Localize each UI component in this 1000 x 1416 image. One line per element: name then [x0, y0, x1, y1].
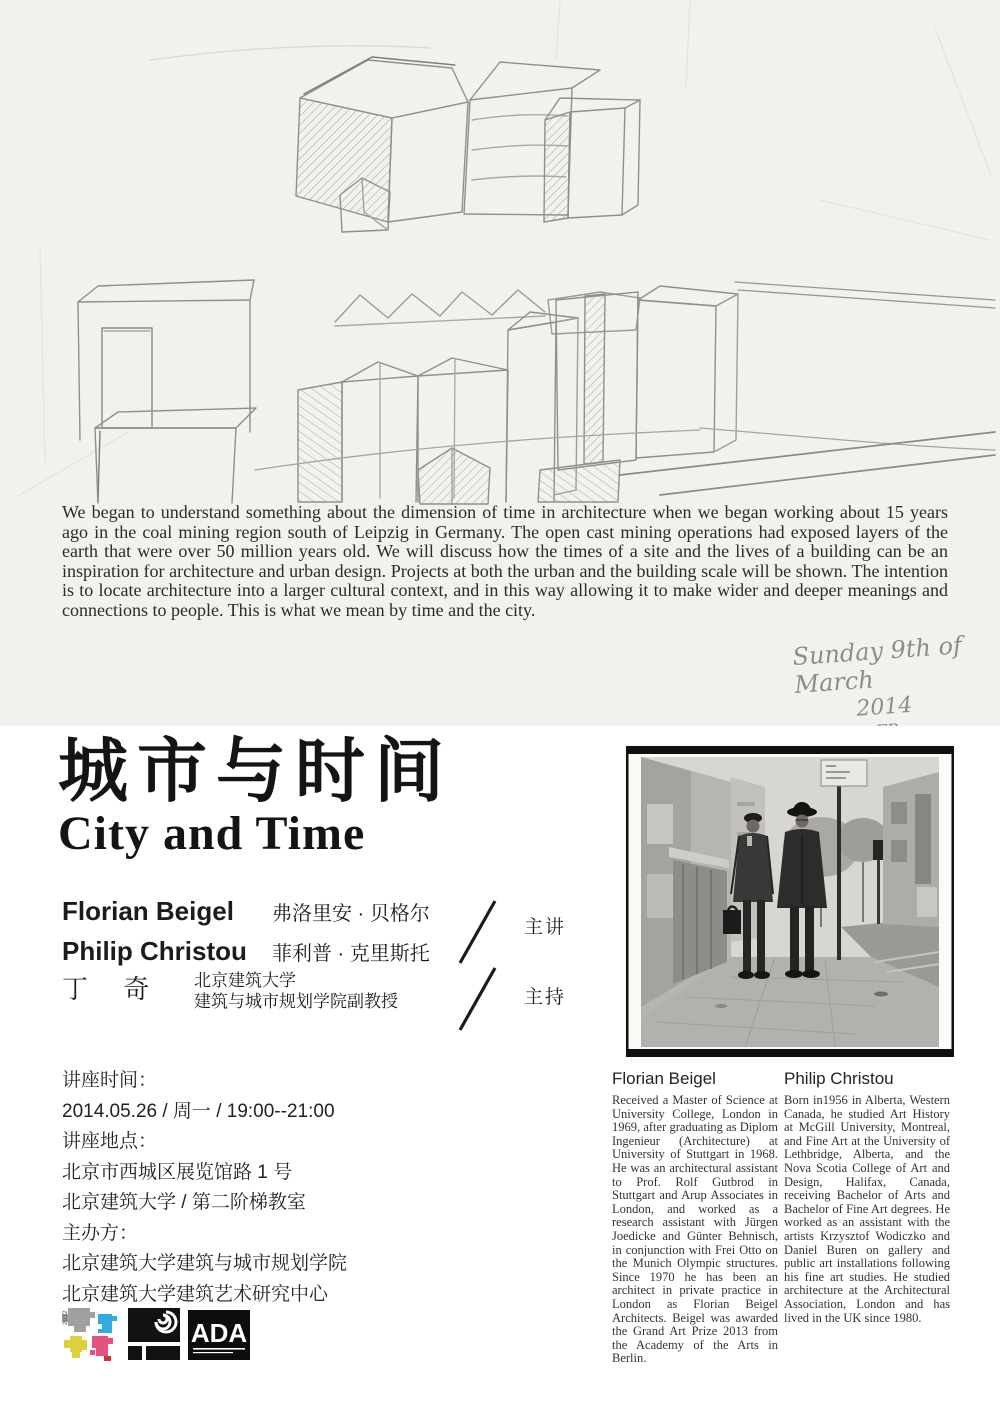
note-line-1: Sunday 9th of March: [791, 631, 963, 699]
speaker-name-philip-cn: 菲利普 · 克里斯托: [272, 943, 430, 965]
bio-philip: Born in1956 in Alberta, Western Canada, he studied Art History at McGill University, Montreal, and Fine Art at the University of Lethbridge, Alberta, and the Nova Scotia College of Art and Design, Halifax, Canada, receiving Bachelor of Arts and Bachelor of Fine Art degrees. He worked as an assistant with the artists Krzysztof Wodiczko and Daniel Buren on gallery and public art installations following his fine art studies. He studied architecture at the Architectural Association, London and has lived in the UK since 1980.: [784, 1093, 950, 1325]
role-moderator: 主持: [524, 987, 567, 1008]
detail-time-label: 讲座时间：: [62, 1070, 158, 1091]
moderator-affiliation-line2: 建筑与城市规划学院副教授: [194, 992, 398, 1011]
anniversary-logo: [62, 1308, 117, 1361]
bio-florian: Received a Master of Science at University College, London in 1969, after graduating as Diplom Ingenieur (Architecture) at University of Stuttgart in 1968. He was an architectural assistant to Prof. Rolf Gutbrod in Stuttgart and Arup Associates in London, and worked as a research assistant with Jürgen Joedicke and Günter Behnisch, in conjunction with Frei Otto on the Munich Olympic structures. Since 1970 he has been an architect in private practice in London as Florian Beigel Architects. Beigel was awarded the Grand Art Prize 2013 from the Academy of the Arts in Berlin.: [612, 1093, 778, 1366]
paper-creases: [18, 0, 992, 496]
moderator-affiliation: [194, 970, 398, 1012]
lecture-details: [62, 1066, 347, 1310]
detail-time-value: 2014.05.26 / 周一 / 19:00--21:00: [62, 1100, 335, 1122]
note-line-2: 2014: [855, 692, 914, 722]
sketch-buildings: [78, 57, 738, 504]
spiral-logo: [128, 1308, 180, 1360]
anniversary-year-label: 2012: [62, 1310, 69, 1325]
detail-venue-label: 讲座地点：: [62, 1131, 158, 1152]
detail-venue-line1: 北京市西城区展览馆路 1 号: [62, 1161, 293, 1183]
info-section: [0, 726, 1000, 1416]
speakers-photo: [625, 744, 955, 1062]
detail-venue-line2: 北京建筑大学 / 第二阶梯教室: [62, 1192, 306, 1213]
speaker-name-philip: Philip Christou: [62, 936, 247, 966]
architecture-sketch: [0, 0, 1000, 505]
speaker-name-florian: Florian Beigel: [62, 896, 234, 926]
role-lecturer: 主讲: [524, 917, 567, 938]
ada-logo-text: ADA: [190, 1318, 248, 1348]
caption-florian: Florian Beigel: [612, 1069, 716, 1088]
detail-organizer-line2: 北京建筑大学建筑艺术研究中心: [62, 1283, 329, 1305]
title-english: City and Time: [58, 807, 366, 860]
intro-paragraph: We began to understand something about the dimension of time in architecture when we began working about 15 years ago in the coal mining region south of Leipzig in Germany. The open cast mining operations had exposed layers of the earth that were over 50 million years old. We will discuss how the times of a site and the lives of a building can be an inspiration for architecture and urban design. Projects at both the urban and the building scale will be shown. The intention is to locate architecture into a larger cultural context, and in this way allowing it to make wider and deeper meanings and connections to people. This is what we mean by time and the city.: [62, 502, 948, 620]
ada-logo: [188, 1310, 250, 1360]
detail-organizer-line1: 北京建筑大学建筑与城市规划学院: [62, 1253, 348, 1274]
organizer-logos: [60, 1306, 260, 1368]
title-chinese: 城市与时间: [58, 729, 453, 812]
moderator-name: 丁 奇: [62, 974, 164, 1004]
moderator-affiliation-line1: 北京建筑大学: [194, 971, 296, 990]
detail-organizer-label: 主办方：: [62, 1222, 139, 1244]
speaker-name-florian-cn: 弗洛里安 · 贝格尔: [272, 903, 430, 925]
sketch-ground-lines: [150, 46, 995, 495]
caption-philip: Philip Christou: [784, 1069, 894, 1088]
role-slashes: [450, 891, 510, 1041]
street-scene: [641, 757, 939, 1047]
